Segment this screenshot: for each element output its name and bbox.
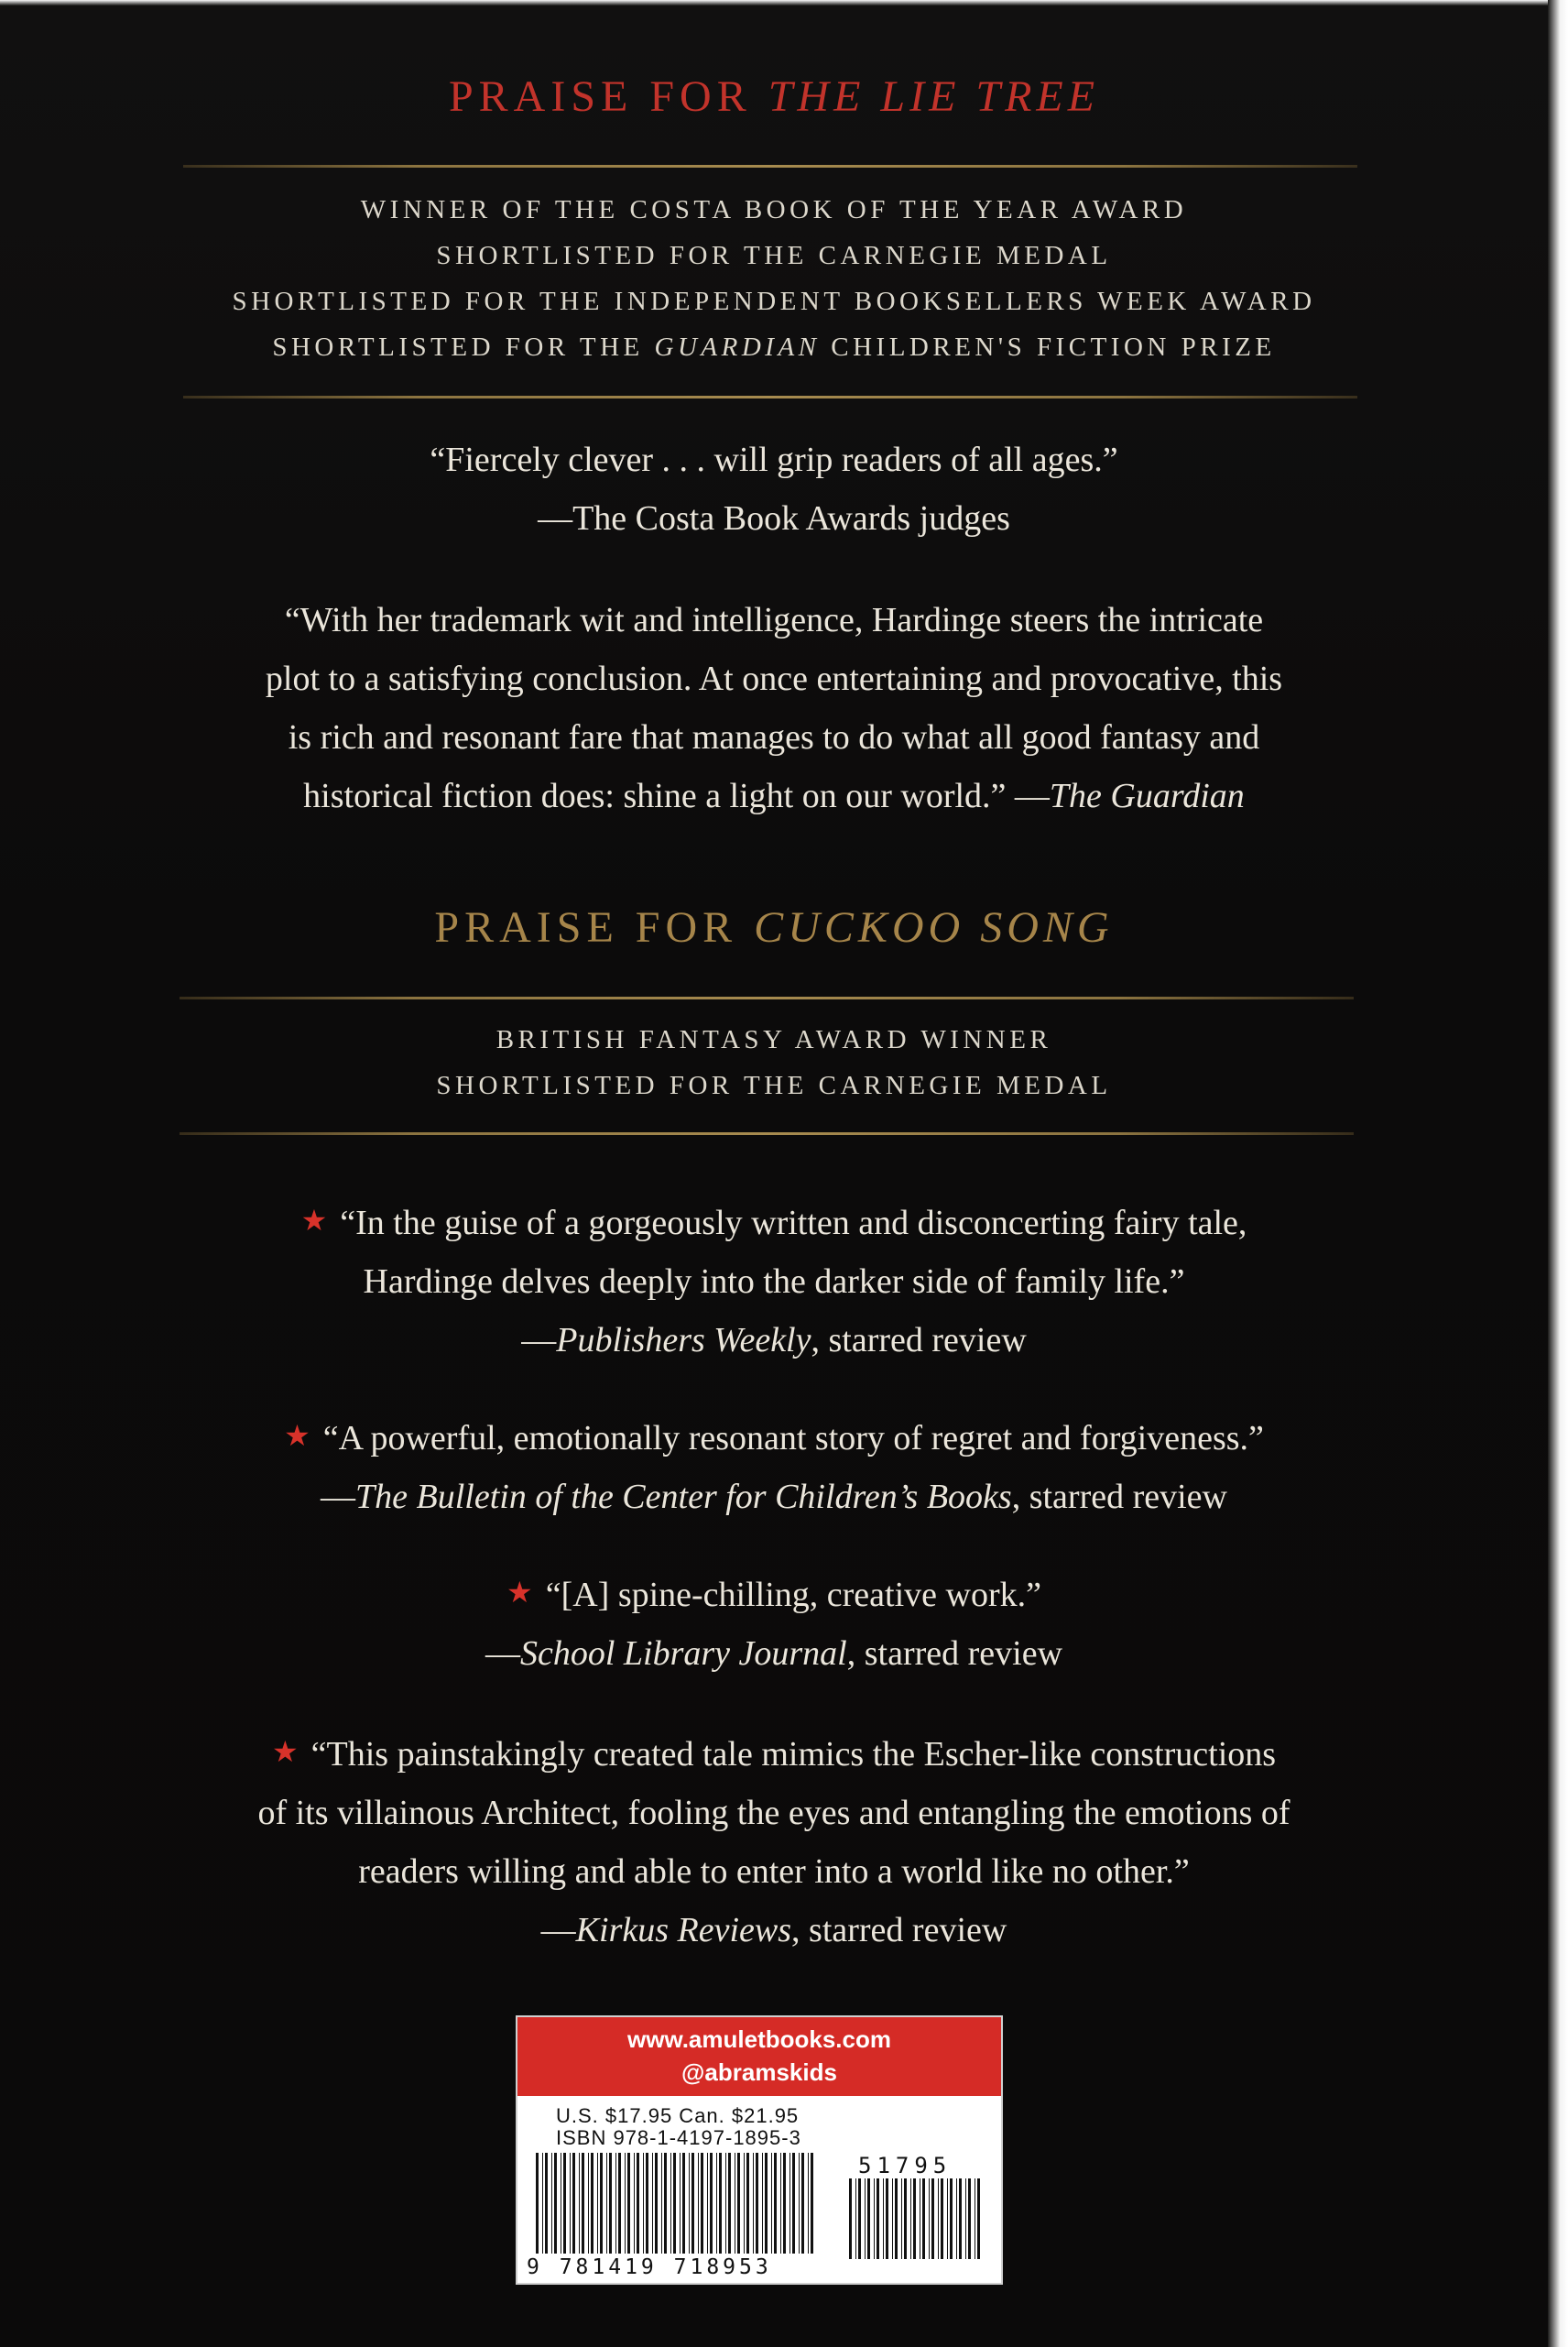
award-line: SHORTLISTED FOR THE GUARDIAN CHILDREN'S FICTION PRIZE [272,333,1276,362]
barcode-bar [789,2153,790,2254]
barcode-bar [746,2153,749,2254]
barcode-bar [855,2178,856,2259]
barcode-bar [867,2178,870,2259]
barcode-bar [542,2153,543,2254]
barcode-bar [661,2153,662,2254]
ean-digits: 9 781419 718953 [527,2255,772,2279]
barcode-bar [551,2153,552,2254]
barcode-bar [968,2178,971,2259]
barcode-bar [588,2153,589,2254]
review-line: ★ “A powerful, emotionally resonant story of regret and forgiveness.” [284,1419,1264,1457]
barcode-bar [563,2153,566,2254]
isbn-line: ISBN 978-1-4197-1895-3 [556,2126,801,2149]
barcode-bar [664,2153,667,2254]
barcode-bar [765,2153,768,2254]
top-edge [0,0,1568,5]
right-edge [1548,0,1568,2347]
barcode-bar [689,2153,690,2254]
publisher-social: @abramskids [681,2058,837,2086]
barcode-bar [625,2153,626,2254]
barcode-bar [698,2153,699,2254]
barcode-bar [931,2178,934,2259]
quote-attribution: —The Costa Book Awards judges [538,499,1010,538]
barcode-bar [652,2153,653,2254]
award-line: SHORTLISTED FOR THE INDEPENDENT BOOKSELLERS WEEK AWARD [232,287,1316,316]
barcode-bar [886,2178,888,2259]
heading-prefix: PRAISE FOR [434,903,738,952]
review-line: ★ “[A] spine-chilling, creative work.” [506,1576,1041,1614]
quote-text: “Fiercely clever . . . will grip readers of all ages.” [430,441,1118,479]
review-line: of its villainous Architect, fooling the eyes and entangling the emotions of [257,1794,1290,1832]
barcode-bar [646,2153,648,2254]
barcode-bar [904,2178,907,2259]
review-slj [0,1563,1548,1683]
barcode-bar [716,2153,717,2254]
barcode-bar [673,2153,676,2254]
barcode-bar [792,2153,795,2254]
publisher-banner [517,2017,1001,2096]
barcode-bar [728,2153,731,2254]
barcode-bar [929,2178,930,2259]
barcode-bar [808,2153,809,2254]
heading-prefix: PRAISE FOR [448,72,752,121]
star-icon: ★ [271,1735,299,1768]
price-info [517,2096,1001,2149]
section-heading-cuckoo-song [0,902,1548,953]
barcode-bar [956,2178,957,2259]
award-line: SHORTLISTED FOR THE CARNEGIE MEDAL [436,241,1112,270]
barcode-bar [877,2178,879,2259]
barcode-bar [582,2153,584,2254]
barcode-bar [865,2178,866,2259]
barcode-bar [591,2153,593,2254]
quote-line: “With her trademark wit and intelligence, Hardinge steers the intricate [284,601,1264,639]
quote-line: is rich and resonant fare that manages to do what all good fantasy and [288,718,1260,757]
barcode-bar [670,2153,671,2254]
barcode-bar [725,2153,726,2254]
review-line: ★ “In the guise of a gorgeously written and disconcerting fairy tale, [300,1204,1247,1242]
publisher-website: www.amuletbooks.com [627,2025,891,2053]
barcode-bar [901,2178,902,2259]
awards-list-cuckoo-song [0,1017,1548,1108]
review-attribution: —Publishers Weekly, starred review [521,1321,1027,1359]
barcode-bar [618,2153,621,2254]
barcode-bar [737,2153,740,2254]
heading-title: CUCKOO SONG [754,903,1114,952]
barcode-bar [959,2178,962,2259]
section-heading-lie-tree [0,71,1548,122]
star-icon: ★ [284,1419,310,1452]
barcode-bar [941,2178,943,2259]
addon-barcode [847,2178,985,2261]
barcode-bar [874,2178,875,2259]
review-line: ★ “This painstakingly created tale mimics the Escher-like constructions [271,1735,1277,1774]
review-line: Hardinge delves deeply into the darker side of family life.” [363,1262,1185,1301]
barcode-bar [545,2153,548,2254]
barcode-bar [600,2153,603,2254]
award-line: SHORTLISTED FOR THE CARNEGIE MEDAL [436,1071,1112,1100]
review-attribution: —Kirkus Reviews, starred review [540,1911,1007,1949]
barcode-bar [811,2153,813,2254]
heading-title: THE LIE TREE [768,72,1100,121]
quote-costa [0,431,1548,548]
review-attribution: —The Bulletin of the Center for Children’s Books, starred review [321,1478,1227,1516]
barcode-bar [710,2153,713,2254]
award-line: BRITISH FANTASY AWARD WINNER [495,1025,1052,1054]
addon-digits: 51795 [858,2153,953,2178]
barcode-bar [579,2153,580,2254]
barcode-bar [597,2153,598,2254]
barcode-bar [554,2153,557,2254]
barcode-bar [801,2153,804,2254]
barcode-bar [643,2153,644,2254]
barcode-bar [947,2178,948,2259]
review-kirkus [0,1722,1548,1959]
price-line: U.S. $17.95 Can. $21.95 [556,2104,800,2127]
barcode-bar [572,2153,575,2254]
barcode-bar [536,2153,539,2254]
barcode-bar [615,2153,616,2254]
barcode-bar [858,2178,861,2259]
barcode-bar [744,2153,745,2254]
review-line: readers willing and able to enter into a world like no other.” [358,1852,1190,1891]
barcode-bar [753,2153,754,2254]
barcode-bar [762,2153,763,2254]
barcode-bar [895,2178,898,2259]
review-bulletin [0,1406,1548,1526]
barcode-bar [783,2153,786,2254]
barcode-bar [799,2153,800,2254]
barcode-bar [922,2178,925,2259]
barcode-bar [883,2178,884,2259]
barcode-bar [637,2153,639,2254]
quote-guardian [0,591,1548,825]
barcode-bar [719,2153,722,2254]
barcode-bar [701,2153,703,2254]
barcode-bar [680,2153,681,2254]
price-barcode-box [516,2015,1003,2285]
barcode-bar [774,2153,777,2254]
barcode-bar [849,2178,852,2259]
barcode-bar [655,2153,658,2254]
star-icon: ★ [506,1576,533,1609]
divider-rule [180,997,1354,999]
barcode-bar [634,2153,635,2254]
ean-barcode [534,2153,818,2261]
award-line: WINNER OF THE COSTA BOOK OF THE YEAR AWARD [360,195,1188,224]
barcode-bar [950,2178,953,2259]
barcode-bar [913,2178,916,2259]
barcode-bar [892,2178,893,2259]
barcode-bar [771,2153,772,2254]
quote-line: historical fiction does: shine a light on our world.” —The Guardian [303,777,1245,815]
barcode-bar [756,2153,758,2254]
divider-rule [183,396,1357,398]
barcode-bar [977,2178,980,2259]
barcode-bar [570,2153,571,2254]
review-publishers-weekly [0,1191,1548,1370]
divider-rule [183,165,1357,168]
barcode-bar [965,2178,966,2259]
barcode-bar [627,2153,630,2254]
star-icon: ★ [300,1204,328,1237]
barcode-bar [609,2153,612,2254]
barcode-bar [691,2153,694,2254]
awards-list-lie-tree [0,187,1548,370]
quote-source: The Guardian [1049,777,1245,815]
barcode-bar [682,2153,685,2254]
review-attribution: —School Library Journal, starred review [485,1634,1063,1673]
barcode-bar [780,2153,781,2254]
barcode-bar [910,2178,911,2259]
barcode-bar [707,2153,708,2254]
quote-line: plot to a satisfying conclusion. At once entertaining and provocative, this [265,660,1283,698]
barcode-bar [938,2178,939,2259]
barcode-bar [606,2153,607,2254]
divider-rule [180,1132,1354,1135]
